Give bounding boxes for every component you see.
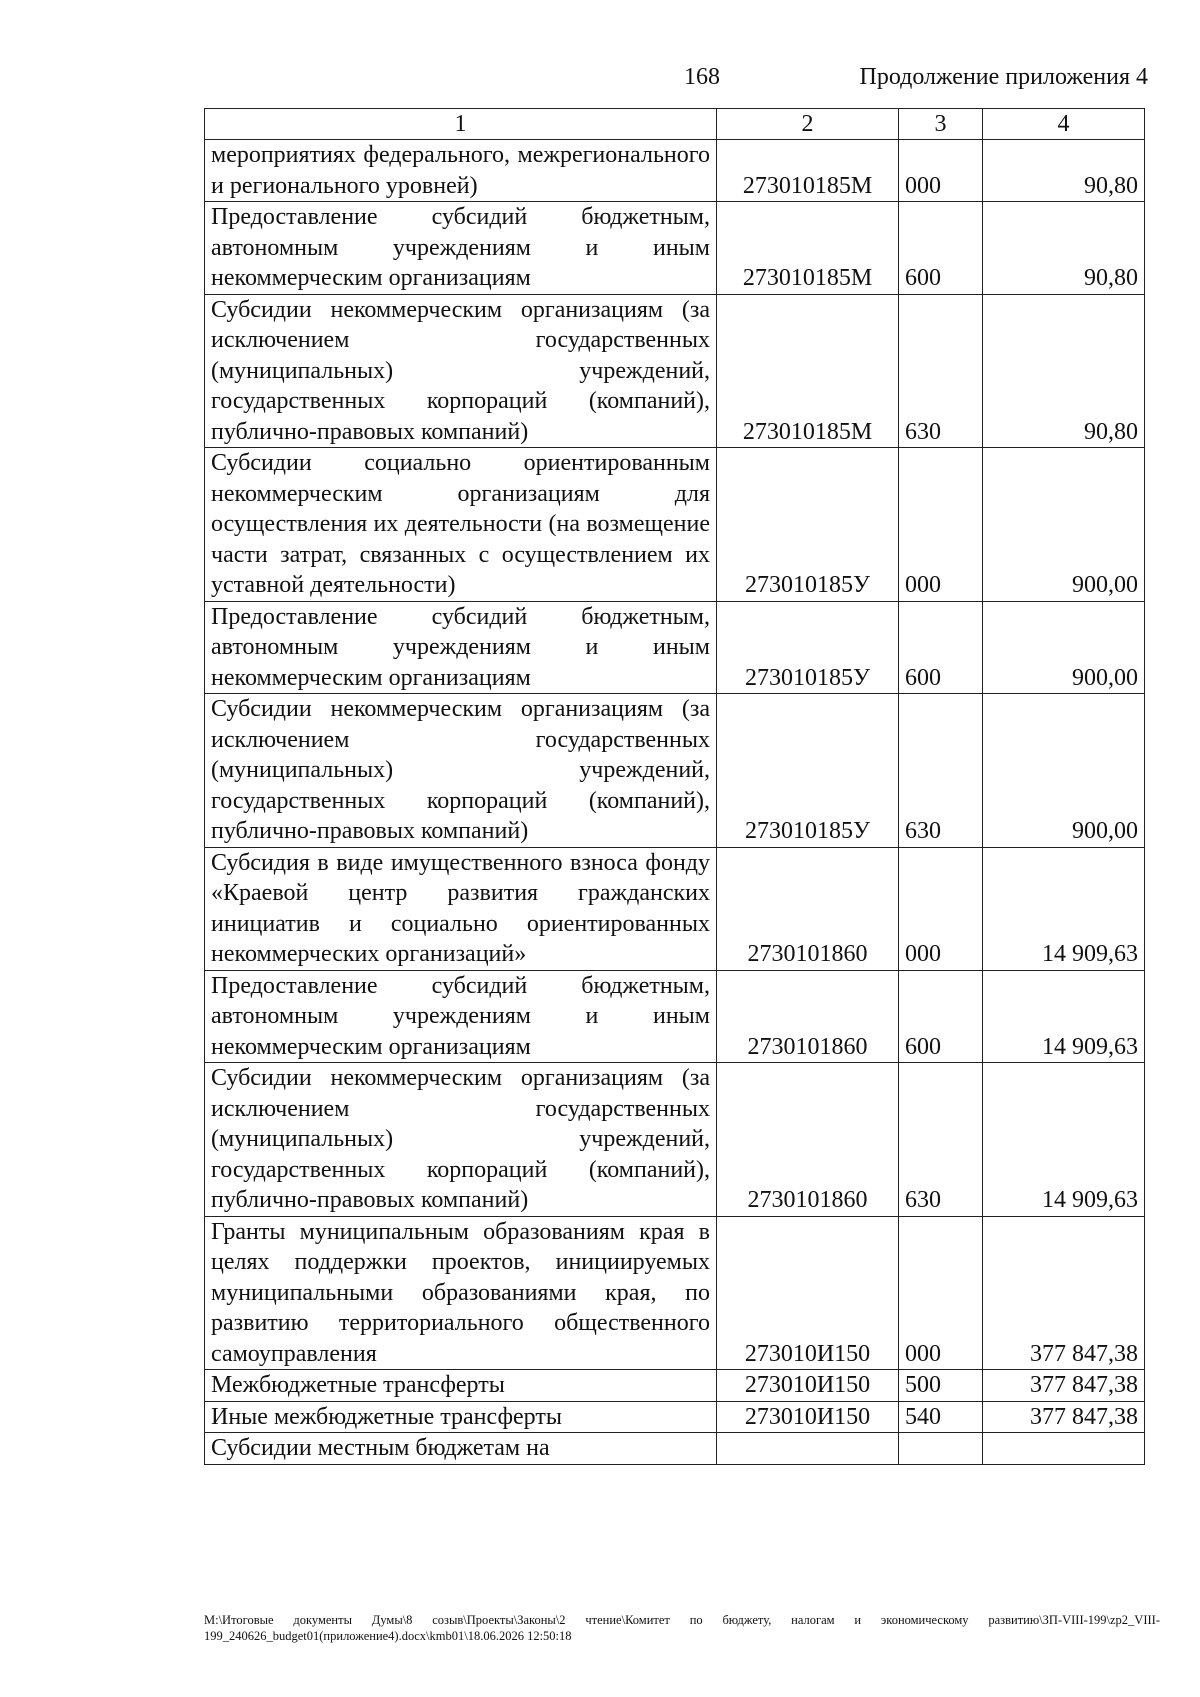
row-expense-type: 600 — [899, 601, 983, 694]
row-description: Субсидии некоммерческим организациям (за исключением государственных (муниципальных) учреждений, государственных корпораций (компаний), публично-правовых компаний) — [205, 1063, 717, 1217]
row-description: Гранты муниципальным образованиям края в целях поддержки проектов, инициируемых муниципальными образованиями края, по развитию территориального общественного самоуправления — [205, 1216, 717, 1370]
row-target-code: 273010185М — [717, 202, 899, 295]
row-expense-type: 540 — [899, 1401, 983, 1433]
row-target-code: 273010И150 — [717, 1370, 899, 1402]
row-description: Субсидии местным бюджетам на — [205, 1433, 717, 1465]
column-header: 1 — [205, 109, 717, 140]
row-expense-type: 600 — [899, 970, 983, 1063]
row-amount: 90,80 — [983, 202, 1145, 295]
table-row — [205, 294, 1145, 448]
row-amount: 377 847,38 — [983, 1401, 1145, 1433]
table-row — [205, 970, 1145, 1063]
table-row — [205, 1063, 1145, 1217]
row-amount: 14 909,63 — [983, 970, 1145, 1063]
column-header: 2 — [717, 109, 899, 140]
row-description: мероприятиях федерального, межрегионального и регионального уровней) — [205, 140, 717, 202]
file-path-footer: М:\Итоговые документы Думы\8 созыв\Проекты\Законы\2 чтение\Комитет по бюджету, налогам и экономическому развитию\ЗП-VIII-199\zp2_VIII-199_240626_budget01(приложение4).docx\kmb01\18.06.2026 12:50:18 — [204, 1613, 1160, 1643]
table-row — [205, 601, 1145, 694]
row-description: Межбюджетные трансферты — [205, 1370, 717, 1402]
row-amount: 900,00 — [983, 601, 1145, 694]
row-description: Субсидии некоммерческим организациям (за исключением государственных (муниципальных) учреждений, государственных корпораций (компаний), публично-правовых компаний) — [205, 294, 717, 448]
row-expense-type: 630 — [899, 694, 983, 848]
row-expense-type: 600 — [899, 202, 983, 295]
row-target-code: 2730101860 — [717, 1063, 899, 1217]
column-header: 3 — [899, 109, 983, 140]
row-description: Субсидии некоммерческим организациям (за исключением государственных (муниципальных) учреждений, государственных корпораций (компаний), публично-правовых компаний) — [205, 694, 717, 848]
row-amount: 90,80 — [983, 294, 1145, 448]
row-target-code: 273010185М — [717, 294, 899, 448]
row-amount — [983, 1433, 1145, 1465]
row-description: Субсидия в виде имущественного взноса фонду «Краевой центр развития гражданских инициатив и социально ориентированных некоммерческих организаций» — [205, 847, 717, 970]
table-row — [205, 847, 1145, 970]
row-amount: 14 909,63 — [983, 847, 1145, 970]
row-target-code: 2730101860 — [717, 970, 899, 1063]
row-expense-type: 000 — [899, 448, 983, 602]
budget-table — [204, 108, 1145, 1465]
column-header: 4 — [983, 109, 1145, 140]
table-row — [205, 1216, 1145, 1370]
row-description: Субсидии социально ориентированным некоммерческим организациям для осуществления их деятельности (на возмещение части затрат, связанных с осуществлением их уставной деятельности) — [205, 448, 717, 602]
row-target-code: 273010И150 — [717, 1401, 899, 1433]
table-header-row — [205, 109, 1145, 140]
row-amount: 377 847,38 — [983, 1216, 1145, 1370]
row-expense-type: 630 — [899, 294, 983, 448]
row-description: Предоставление субсидий бюджетным, автономным учреждениям и иным некоммерческим организациям — [205, 970, 717, 1063]
row-amount: 900,00 — [983, 448, 1145, 602]
row-expense-type: 000 — [899, 140, 983, 202]
row-description: Предоставление субсидий бюджетным, автономным учреждениям и иным некоммерческим организациям — [205, 601, 717, 694]
page-number: 168 — [684, 64, 720, 90]
row-amount: 90,80 — [983, 140, 1145, 202]
row-target-code: 273010185У — [717, 601, 899, 694]
table-row — [205, 1401, 1145, 1433]
row-expense-type: 000 — [899, 1216, 983, 1370]
row-target-code: 273010И150 — [717, 1216, 899, 1370]
row-amount: 14 909,63 — [983, 1063, 1145, 1217]
row-target-code: 273010185У — [717, 448, 899, 602]
table-row — [205, 448, 1145, 602]
row-target-code: 273010185М — [717, 140, 899, 202]
continuation-label: Продолжение приложения 4 — [859, 64, 1148, 90]
table-row — [205, 1433, 1145, 1465]
row-target-code — [717, 1433, 899, 1465]
table-row — [205, 202, 1145, 295]
row-expense-type: 500 — [899, 1370, 983, 1402]
row-amount: 900,00 — [983, 694, 1145, 848]
table-row — [205, 140, 1145, 202]
row-expense-type: 630 — [899, 1063, 983, 1217]
row-expense-type — [899, 1433, 983, 1465]
row-target-code: 273010185У — [717, 694, 899, 848]
row-amount: 377 847,38 — [983, 1370, 1145, 1402]
row-description: Предоставление субсидий бюджетным, автономным учреждениям и иным некоммерческим организациям — [205, 202, 717, 295]
row-description: Иные межбюджетные трансферты — [205, 1401, 717, 1433]
row-expense-type: 000 — [899, 847, 983, 970]
table-row — [205, 1370, 1145, 1402]
table-row — [205, 694, 1145, 848]
row-target-code: 2730101860 — [717, 847, 899, 970]
